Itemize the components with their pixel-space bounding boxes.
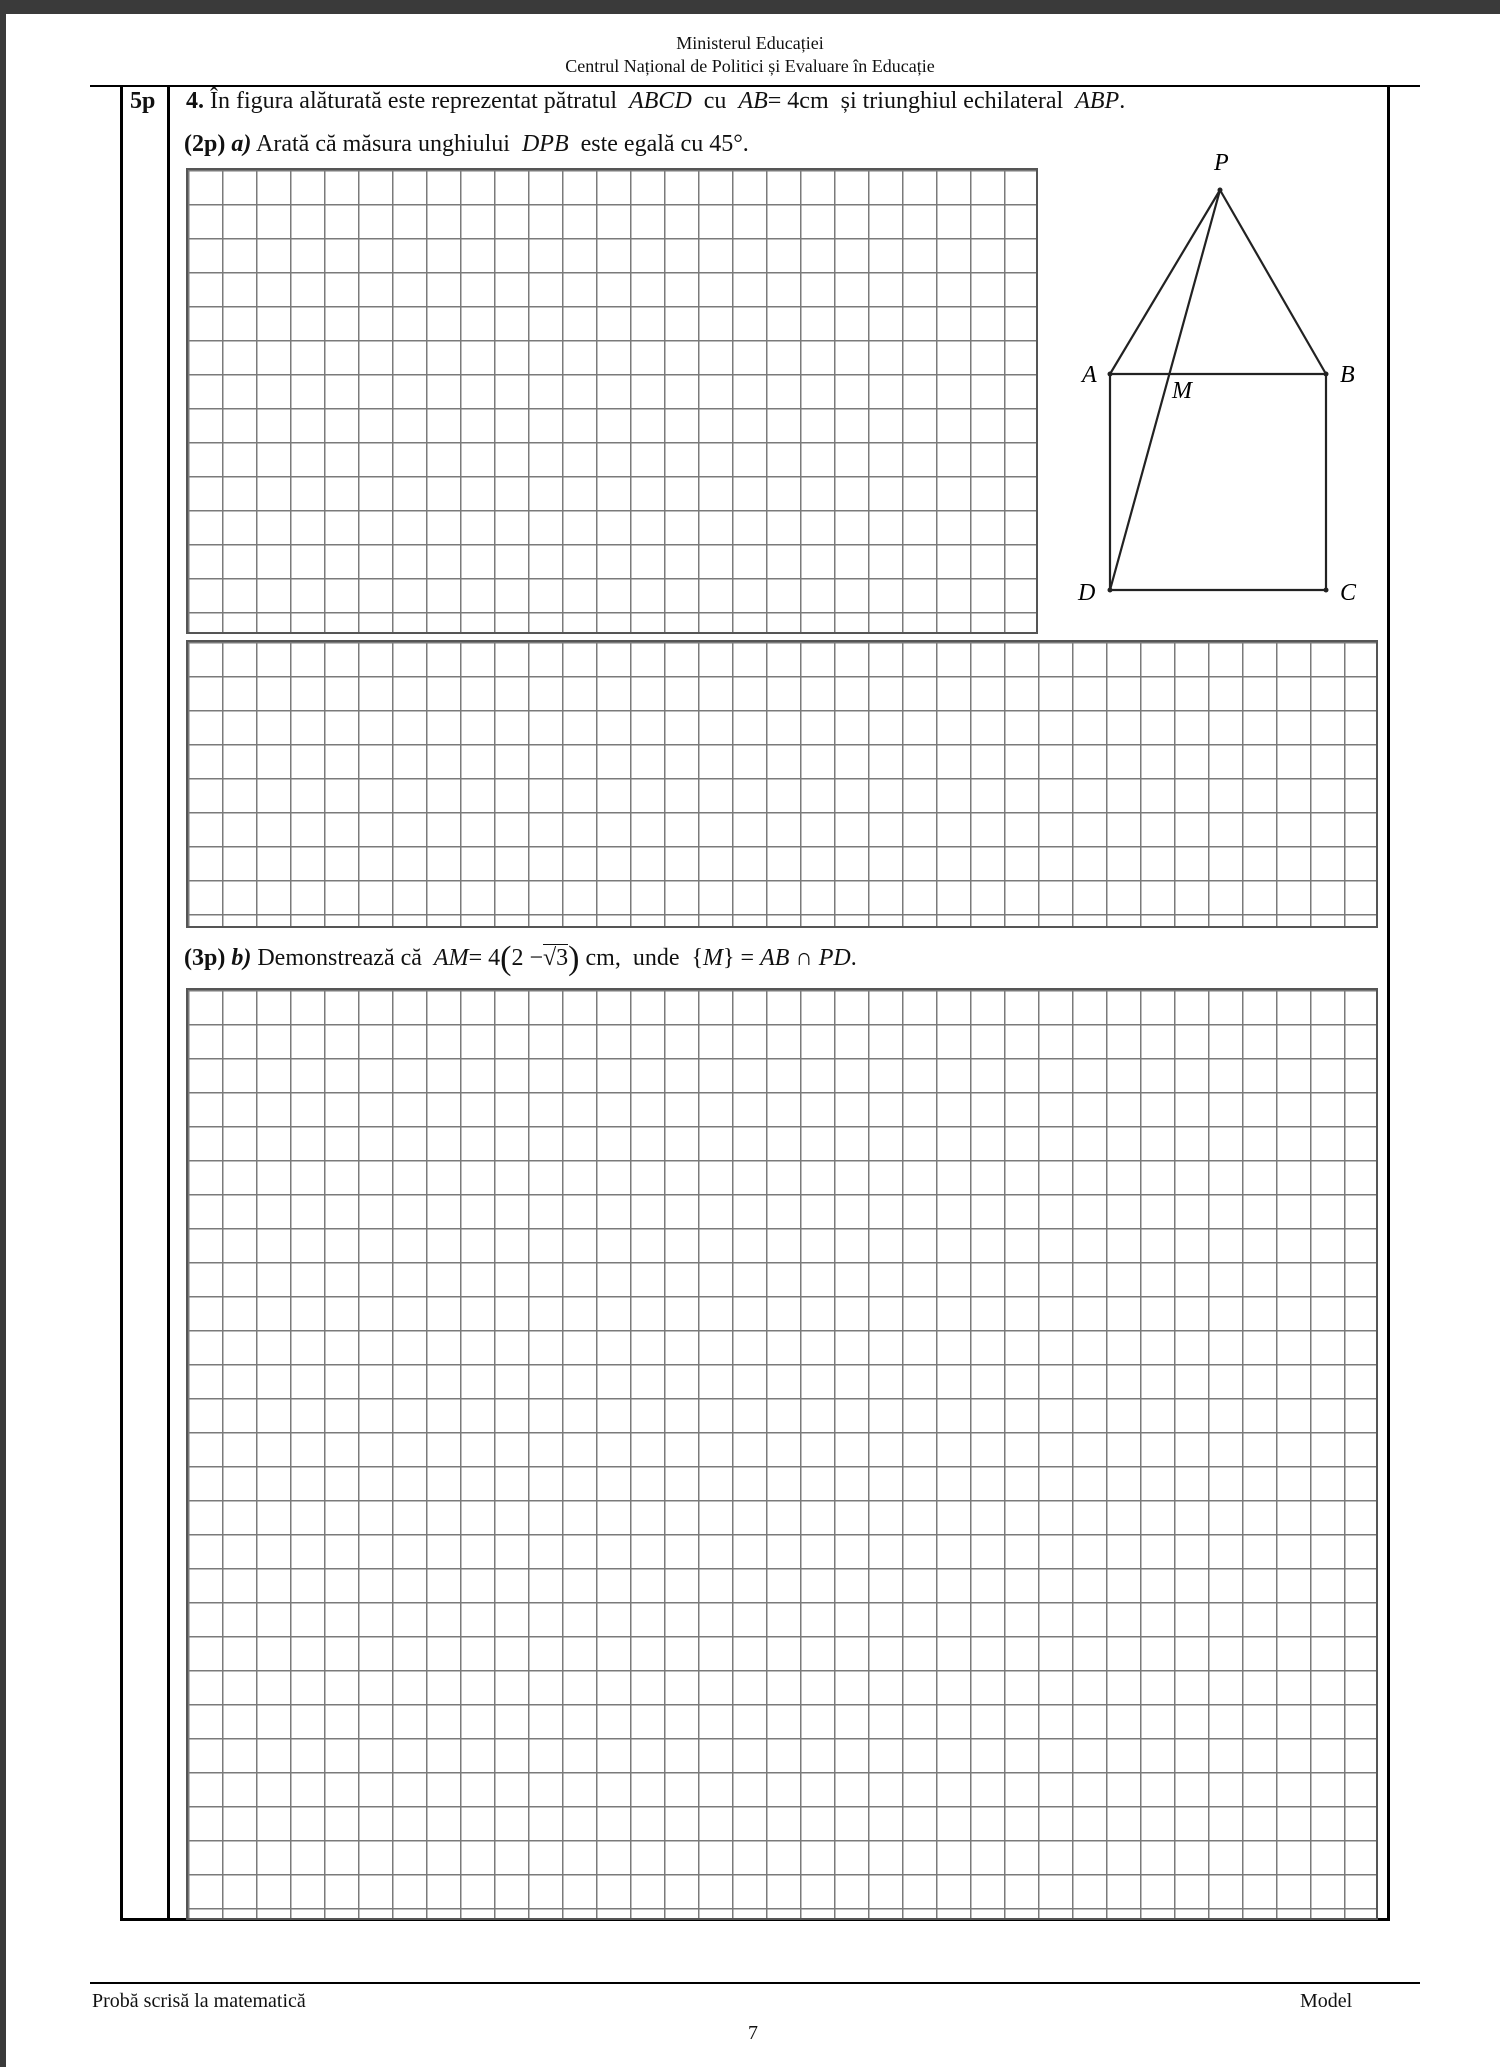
segment-pd — [1110, 190, 1220, 590]
label-c: C — [1340, 580, 1357, 606]
point-a — [1108, 372, 1113, 377]
answer-grid-b[interactable] — [186, 988, 1378, 1920]
label-d: D — [1078, 580, 1096, 606]
part-a-points: (2p) — [184, 131, 226, 157]
label-b: B — [1340, 362, 1355, 388]
point-d — [1108, 588, 1113, 593]
problem-statement: 4. În figura alăturată este reprezentat pătratul ABCD cu AB= 4cm și triunghiul echilateral ABP. — [186, 88, 1126, 114]
part-b-points: (3p) — [184, 945, 226, 971]
geometry-figure — [1060, 140, 1380, 620]
label-a: A — [1082, 362, 1097, 388]
label-p: P — [1214, 150, 1229, 176]
answer-grid-a-bottom[interactable] — [186, 640, 1378, 928]
points-column — [120, 85, 170, 1921]
problem-number: 4. — [186, 88, 204, 114]
footer-rule — [90, 1982, 1420, 1984]
header-ministry: Ministerul Educației — [676, 33, 824, 53]
segment-pb — [1220, 190, 1326, 374]
page-number: 7 — [748, 2022, 758, 2044]
footer-right: Model — [1300, 1990, 1353, 2012]
footer-left: Probă scrisă la matematică — [92, 1990, 306, 2012]
point-b — [1324, 372, 1329, 377]
part-b-letter: b) — [231, 945, 252, 971]
answer-grid-a-top[interactable] — [186, 168, 1038, 634]
part-a-letter: a) — [231, 131, 252, 157]
problem-points: 5p — [130, 88, 156, 114]
header-center: Centrul Național de Politici și Evaluare în Educație — [565, 56, 935, 76]
part-b-text: (3p) b) Demonstrează că AM= 4(2 −√3) cm, unde {M} = AB ∩ PD. — [184, 940, 857, 977]
point-p — [1218, 188, 1223, 193]
segment-pa — [1110, 190, 1220, 374]
label-m: M — [1172, 378, 1192, 404]
point-c — [1324, 588, 1329, 593]
part-a-text: (2p) a) Arată că măsura unghiului DPB este egală cu 45°. — [184, 131, 749, 157]
